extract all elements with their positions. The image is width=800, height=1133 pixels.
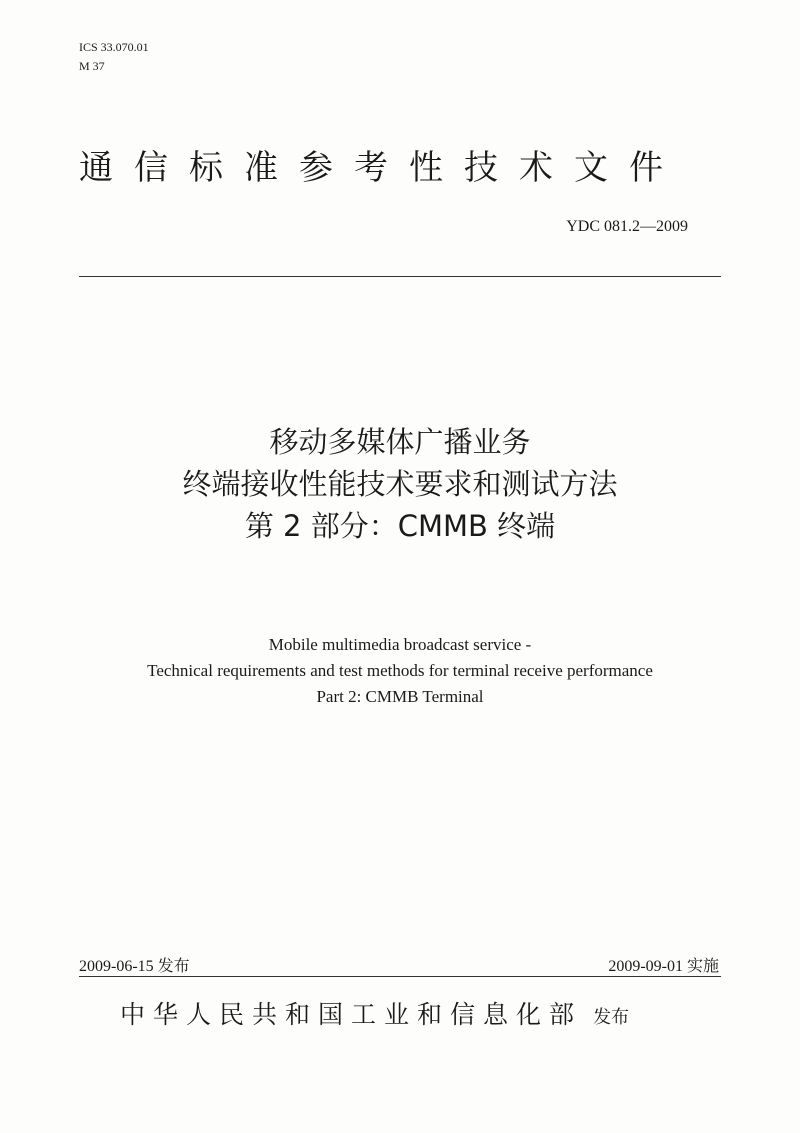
chinese-title [0,421,800,547]
bottom-divider [79,976,721,977]
chinese-title-line-1: 移动多媒体广播业务 [269,425,531,459]
chinese-title-line-3: 第 2 部分：CMMB 终端 [244,509,556,543]
top-divider [79,276,721,277]
effective-date: 2009-09-01 实施 [608,958,719,975]
standard-number: YDC 081.2—2009 [566,218,688,235]
publish-date: 2009-06-15 发布 [79,958,190,975]
issuer-name: 中华人民共和国工业和信息化部 [120,1000,583,1029]
class-code: M 37 [79,59,105,73]
issuer-suffix: 发布 [593,1007,630,1028]
english-title-line-2: Technical requirements and test methods for terminal receive performance [147,661,653,680]
english-title-line-3: Part 2: CMMB Terminal [316,687,484,706]
classification-codes [79,38,149,76]
issuer-line [120,995,629,1031]
chinese-title-line-2: 终端接收性能技术要求和测试方法 [182,467,618,501]
english-title-line-1: Mobile multimedia broadcast service - [268,635,532,654]
document-type-title: 通信标准参考性技术文件 [79,148,684,188]
english-title [0,632,800,710]
ics-code: ICS 33.070.01 [79,40,149,54]
